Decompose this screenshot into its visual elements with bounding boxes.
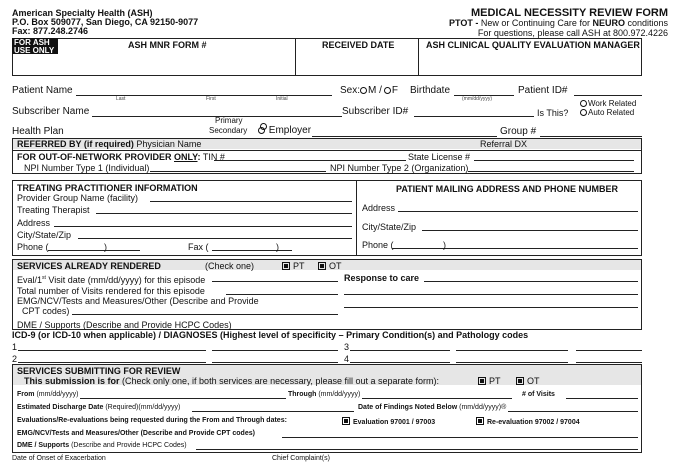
- total-visits-field[interactable]: [226, 294, 338, 295]
- npi2-field[interactable]: [468, 171, 634, 172]
- treating-therapist-field[interactable]: [96, 213, 352, 214]
- referred-rest: Physician Name: [133, 139, 202, 149]
- from-field[interactable]: [80, 398, 286, 399]
- response-line-3[interactable]: [344, 307, 638, 308]
- evaluation-checkbox[interactable]: [342, 417, 350, 425]
- response-to-care-field[interactable]: [424, 281, 638, 282]
- submit-dme-field[interactable]: [196, 449, 638, 450]
- mailing-address-label: Address: [362, 203, 396, 213]
- icd-2-code-field[interactable]: [212, 362, 338, 363]
- reevaluation-checkbox[interactable]: [476, 417, 484, 425]
- work-related-option[interactable]: [580, 99, 636, 108]
- employer-label: Employer: [268, 125, 312, 136]
- initial-hint: Initial: [276, 96, 288, 102]
- ash-mnr-form-label: ASH MNR FORM #: [128, 40, 207, 50]
- sex-f-radio[interactable]: [384, 87, 391, 94]
- practitioner-address-field[interactable]: [54, 226, 352, 227]
- mailing-city-field[interactable]: [422, 230, 638, 231]
- discharge-bold: Estimated Discharge Date: [17, 404, 104, 411]
- work-related-label: Work Related: [588, 99, 637, 108]
- birthdate-label: Birthdate: [410, 85, 451, 96]
- evaluation-label: Evaluation 97001 / 97003: [353, 419, 436, 426]
- oon-bold-a: FOR OUT-OF-NETWORK PROVIDER: [17, 152, 174, 162]
- work-related-radio[interactable]: [580, 100, 587, 107]
- npi1-label: NPI Number Type 1 (Individual): [24, 163, 150, 173]
- practitioner-fax-close: ): [276, 242, 279, 252]
- health-plan-field[interactable]: [312, 136, 497, 137]
- state-license-field[interactable]: [474, 160, 634, 161]
- icd-heading: ICD-9 (or ICD-10 when applicable) / DIAGNOSES (Highest level of specificity – Primary Condition(s) and Pathology codes: [12, 330, 529, 340]
- subtitle-prefix: PTOT -: [449, 18, 479, 28]
- practitioner-fax-field[interactable]: [212, 250, 292, 251]
- submission-for-label: [24, 376, 439, 386]
- questions-line: For questions, please call ASH at 800.972.4226: [477, 28, 668, 38]
- org-fax: Fax: 877.248.2746: [12, 26, 89, 36]
- from-rest: (mm/dd/yyyy): [34, 391, 79, 398]
- submit-pt-checkbox[interactable]: [478, 377, 486, 385]
- icd-3-field[interactable]: [350, 350, 450, 351]
- icd-2-label: 2: [12, 354, 18, 364]
- subtitle-suffix: conditions: [624, 18, 668, 28]
- num-visits-label: # of Visits: [522, 391, 555, 398]
- patient-id-label: Patient ID#: [518, 85, 568, 96]
- findings-label: [358, 404, 506, 412]
- practitioner-heading: TREATING PRACTITIONER INFORMATION: [17, 183, 198, 193]
- for-ash-label: FOR ASH: [14, 38, 50, 47]
- referred-by-label: [17, 139, 201, 149]
- subtitle-mid: New or Continuing Care for: [478, 18, 593, 28]
- rendered-emg-label-2: CPT codes): [22, 306, 70, 316]
- submit-emg-field[interactable]: [282, 437, 638, 438]
- tin-field[interactable]: [214, 160, 406, 161]
- through-label: [288, 391, 360, 399]
- form-title: MEDICAL NECESSITY REVIEW FORM: [470, 7, 668, 19]
- discharge-label: [17, 404, 180, 412]
- primary-label: Primary: [215, 116, 243, 125]
- submit-ot-checkbox[interactable]: [516, 377, 524, 385]
- patient-name-field[interactable]: [76, 95, 332, 96]
- chief-complaint-label: Chief Complaint(s): [272, 455, 330, 462]
- divider: [295, 38, 296, 76]
- is-this-label: Is This?: [537, 108, 569, 118]
- submit-pt-label: PT: [489, 376, 501, 386]
- findings-bold: Date of Findings Noted Below: [358, 404, 458, 411]
- total-visits-label: Total number of Visits rendered for this episode: [17, 286, 205, 296]
- icd-4-code-field[interactable]: [456, 362, 568, 363]
- treating-therapist-label: Treating Therapist: [17, 205, 90, 215]
- sex-f-label: F: [391, 85, 399, 96]
- reevaluation-label: Re-evaluation 97002 / 97004: [487, 419, 580, 426]
- rendered-pt-label: PT: [293, 261, 305, 271]
- rendered-ot-checkbox[interactable]: [318, 262, 326, 270]
- received-date-label: RECEIVED DATE: [322, 40, 395, 50]
- response-line-2[interactable]: [344, 294, 638, 295]
- employer-option[interactable]: [258, 125, 311, 136]
- subscriber-id-field[interactable]: [414, 116, 534, 117]
- sex-m-label: M /: [368, 85, 382, 96]
- submit-pt-option[interactable]: [478, 376, 501, 386]
- subtitle-bold: NEURO: [592, 18, 625, 28]
- referral-dx-label: Referral DX: [480, 139, 528, 149]
- patient-name-label: Patient Name: [12, 85, 73, 96]
- eval-a: Eval/1: [17, 275, 43, 285]
- eval-visit-label: [17, 273, 205, 285]
- mailing-phone-label: Phone (: [362, 240, 394, 250]
- rendered-ot-label: OT: [329, 261, 342, 271]
- npi1-field[interactable]: [150, 171, 326, 172]
- rendered-heading: SERVICES ALREADY RENDERED: [17, 261, 161, 271]
- icd-3-code2-field[interactable]: [576, 350, 642, 351]
- icd-3-label: 3: [344, 342, 350, 352]
- icd-4-field[interactable]: [350, 362, 450, 363]
- submit-dme-rest: (Describe and Provide HCPC Codes): [69, 442, 187, 449]
- response-to-care-label: Response to care: [344, 273, 420, 283]
- mailing-phone-field[interactable]: [392, 248, 638, 249]
- rendered-pt-option[interactable]: [282, 261, 305, 271]
- last-hint: Last: [116, 96, 126, 102]
- rendered-pt-checkbox[interactable]: [282, 262, 290, 270]
- from-label: [17, 391, 78, 399]
- secondary-radio[interactable]: [258, 127, 265, 134]
- from-bold: From: [17, 391, 35, 398]
- first-hint: First: [206, 96, 216, 102]
- provider-group-field[interactable]: [150, 201, 352, 202]
- birthdate-hint: (mm/dd/yyyy): [462, 96, 492, 102]
- evaluations-label: Evaluations/Re-evaluations being requested during the From and Through dates:: [17, 417, 287, 424]
- through-bold: Through: [288, 391, 317, 398]
- secondary-label: Secondary: [209, 126, 248, 135]
- form-subtitle: [449, 18, 668, 28]
- health-plan-label: Health Plan: [12, 126, 64, 137]
- eval-b: Visit date (mm/dd/yyyy) for this episode: [45, 275, 206, 285]
- submit-dme-bold: DME / Supports: [17, 442, 70, 449]
- auto-related-option[interactable]: [580, 108, 634, 117]
- practitioner-city-field[interactable]: [78, 238, 352, 239]
- practitioner-city-label: City/State/Zip: [17, 230, 72, 240]
- practitioner-fax-label: Fax (: [188, 242, 209, 252]
- through-field[interactable]: [362, 398, 512, 399]
- findings-field[interactable]: [508, 411, 638, 412]
- state-license-label: State License #: [408, 152, 471, 162]
- icd-1-field[interactable]: [18, 350, 206, 351]
- tin-label: TIN #: [202, 152, 225, 162]
- eval-sup: st: [42, 275, 46, 281]
- sex-m-radio[interactable]: [360, 87, 367, 94]
- num-visits-field[interactable]: [566, 398, 638, 399]
- mailing-address-field[interactable]: [398, 211, 638, 212]
- rendered-dme-label: DME / Supports (Describe and Provide HCPC Codes): [17, 320, 232, 330]
- submission-bold: This submission is for: [24, 376, 120, 386]
- submit-ot-label: OT: [527, 376, 540, 386]
- npi2-label: NPI Number Type 2 (Organization): [330, 163, 469, 173]
- icd-4-code2-field[interactable]: [576, 362, 642, 363]
- practitioner-address-label: Address: [17, 218, 51, 228]
- group-label: Group #: [500, 126, 537, 137]
- rendered-emg-field[interactable]: [72, 314, 338, 315]
- submit-emg-label: EMG/NCV/Tests and Measures/Other (Describe and Provide CPT codes): [17, 430, 255, 437]
- divider: [13, 150, 641, 151]
- practitioner-phone-label: Phone (: [17, 242, 49, 252]
- icd-1-code-field[interactable]: [212, 350, 338, 351]
- icd-4-label: 4: [344, 354, 350, 364]
- rendered-ot-option[interactable]: [318, 261, 342, 271]
- manager-label: ASH CLINICAL QUALITY EVALUATION MANAGER: [426, 40, 640, 50]
- group-field[interactable]: [540, 136, 642, 137]
- mailing-phone-close: ): [443, 240, 446, 250]
- evaluation-option[interactable]: [342, 417, 435, 427]
- practitioner-phone-close: ): [104, 242, 107, 252]
- divider: [418, 38, 419, 76]
- provider-group-label: Provider Group Name (facility): [17, 193, 139, 203]
- sex-label: Sex:: [340, 85, 361, 96]
- discharge-rest: (Required)(mm/dd/yyyy): [103, 404, 181, 411]
- oon-label: [17, 152, 225, 162]
- submission-rest: (Check only one, if both services are necessary, please fill out a separate form):: [119, 376, 439, 386]
- oon-colon: :: [197, 152, 201, 162]
- sex-field: [340, 85, 398, 96]
- auto-related-radio[interactable]: [580, 109, 587, 116]
- oon-only: ONLY: [174, 152, 198, 162]
- divider: [356, 180, 357, 256]
- use-only-label: USE ONLY: [14, 46, 55, 55]
- findings-rest: (mm/dd/yyyy)®: [457, 404, 507, 411]
- org-name: American Specialty Health (ASH): [12, 8, 153, 18]
- icd-3-code-field[interactable]: [456, 350, 568, 351]
- eval-visit-field[interactable]: [212, 281, 338, 282]
- mailing-heading: PATIENT MAILING ADDRESS AND PHONE NUMBER: [396, 184, 619, 194]
- subscriber-name-label: Subscriber Name: [12, 106, 90, 117]
- patient-id-field[interactable]: [574, 95, 642, 96]
- submit-dme-label: [17, 442, 187, 450]
- org-address: P.O. Box 509077, San Diego, CA 92150-9077: [12, 17, 199, 27]
- onset-label: Date of Onset of Exacerbation: [12, 455, 106, 462]
- referred-bold: REFERRED BY (if required): [17, 139, 134, 149]
- discharge-field[interactable]: [192, 411, 354, 412]
- mailing-city-label: City/State/Zip: [362, 222, 417, 232]
- through-rest: (mm/dd/yyyy): [316, 391, 361, 398]
- auto-related-label: Auto Related: [588, 108, 635, 117]
- rendered-check-one: (Check one): [205, 261, 255, 271]
- submit-ot-option[interactable]: [516, 376, 540, 386]
- icd-2-field[interactable]: [18, 362, 206, 363]
- icd-1-label: 1: [12, 342, 18, 352]
- practitioner-phone-field[interactable]: [48, 250, 140, 251]
- rendered-emg-label-1: EMG/NCV/Tests and Measures/Other (Describe and Provide: [17, 296, 259, 306]
- submitting-heading: SERVICES SUBMITTING FOR REVIEW: [17, 366, 181, 376]
- reevaluation-option[interactable]: [476, 417, 580, 427]
- subscriber-id-label: Subscriber ID#: [342, 106, 409, 117]
